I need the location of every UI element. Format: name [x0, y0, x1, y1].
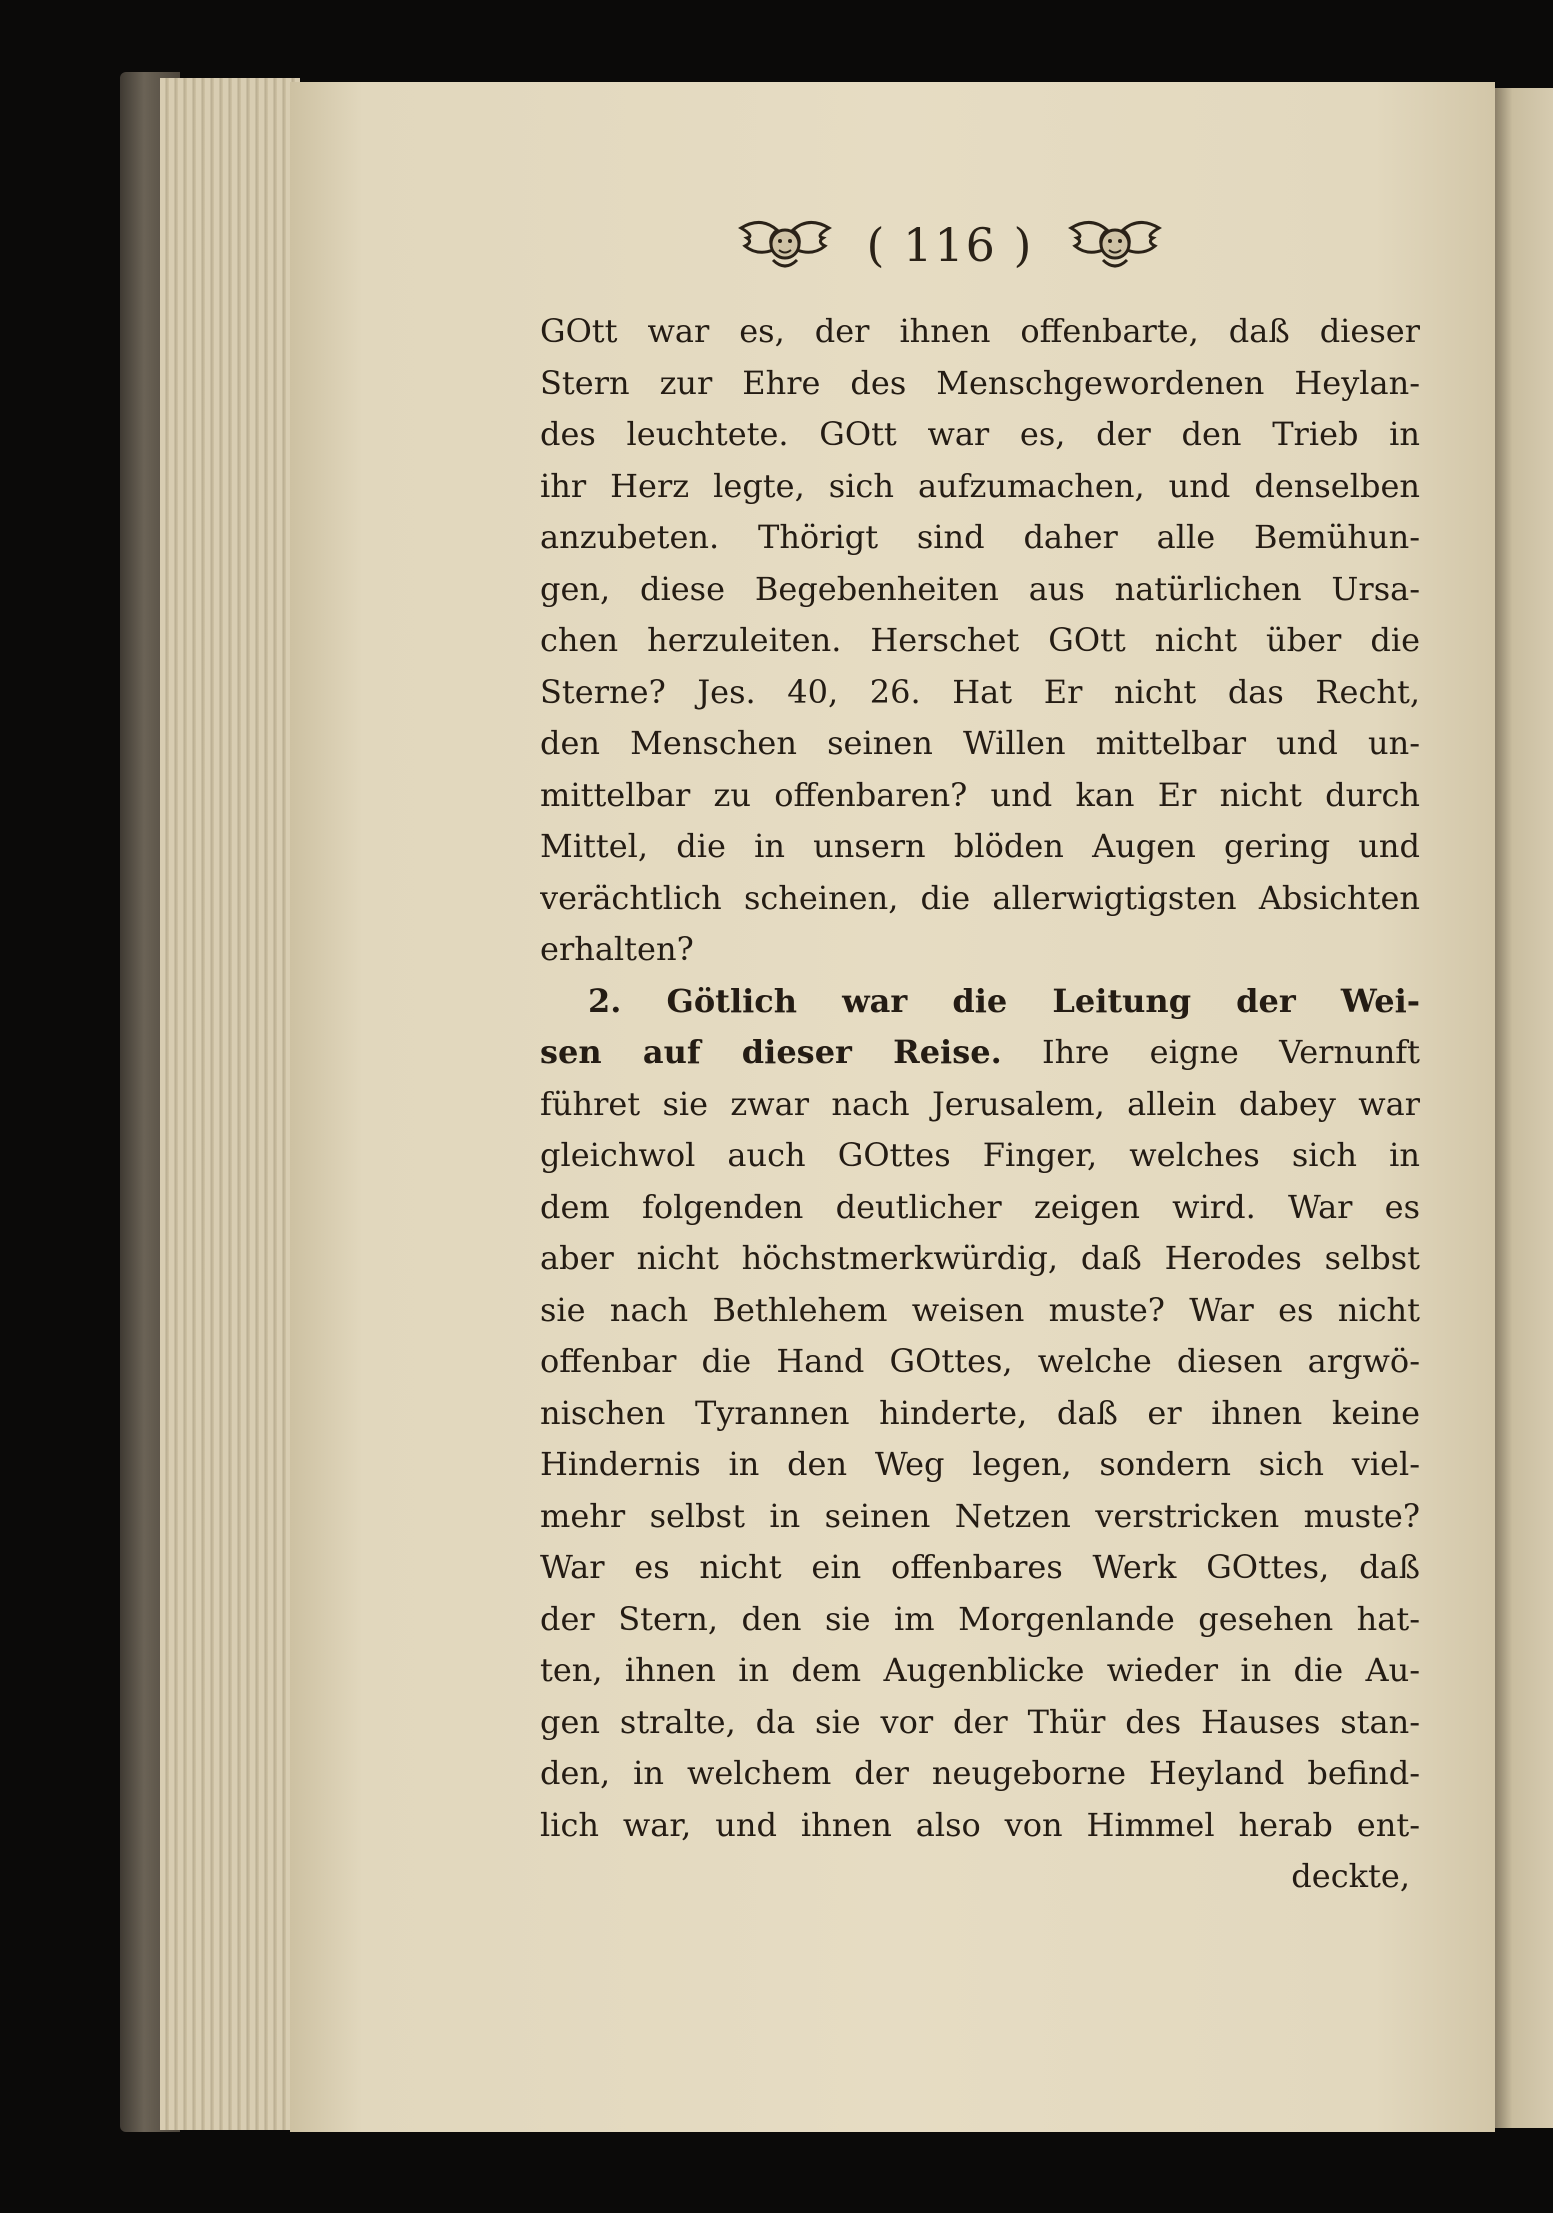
- winged-cherub-head-ornament-left: [737, 216, 833, 274]
- text-line: [540, 873, 1420, 925]
- section-heading: 2. Götlich war die Leitung der Wei-: [588, 981, 1420, 1020]
- line-text: verächtlich scheinen, die allerwigtigsten Absichten: [540, 878, 1420, 917]
- text-line: [540, 512, 1420, 564]
- line-text: ten, ihnen in dem Augenblicke wieder in die Au-: [540, 1651, 1420, 1689]
- line-text: mittelbar zu offenbaren? und kan Er nicht durch: [540, 775, 1420, 814]
- line-text: gleichwol auch GOttes Finger, welches sich in: [540, 1136, 1420, 1174]
- text-line: [540, 615, 1420, 667]
- line-text: führet sie zwar nach Jerusalem, allein dabey war: [540, 1084, 1420, 1123]
- text-line: [540, 1336, 1420, 1388]
- text-line: [540, 1233, 1420, 1285]
- line-text: den, in welchem der neugeborne Heyland befind-: [540, 1754, 1420, 1792]
- text-line: [540, 1285, 1420, 1337]
- line-text: sie nach Bethlehem weisen muste? War es nicht: [540, 1290, 1420, 1329]
- text-line: [540, 306, 1420, 358]
- line-text: anzubeten. Thörigt sind daher alle Bemühun-: [540, 518, 1420, 556]
- catchword-line: [540, 1851, 1420, 1903]
- text-line: [540, 1800, 1420, 1852]
- text-line: [540, 821, 1420, 873]
- text-line: [540, 1748, 1420, 1800]
- line-text: der Stern, den sie im Morgenlande gesehen hat-: [540, 1599, 1420, 1638]
- text-line: [540, 1130, 1420, 1182]
- catchword: deckte,: [1291, 1857, 1410, 1895]
- line-text: offenbar die Hand GOttes, welche diesen argwö-: [540, 1342, 1420, 1380]
- line-text: GOtt war es, der ihnen offenbarte, daß dieser: [540, 312, 1420, 350]
- text-line: [540, 924, 1420, 976]
- facing-page-edge: [1495, 88, 1553, 2128]
- page-number: ( 116 ): [866, 218, 1034, 272]
- text-line: [540, 409, 1420, 461]
- line-text: chen herzuleiten. Herschet GOtt nicht über die: [540, 621, 1420, 659]
- line-text: Hindernis in den Weg legen, sondern sich viel-: [540, 1445, 1420, 1483]
- text-line: [540, 461, 1420, 513]
- text-line: [540, 1645, 1420, 1697]
- winged-cherub-head-ornament-right: [1067, 216, 1163, 274]
- line-text: Sterne? Jes. 40, 26. Hat Er nicht das Recht,: [540, 672, 1420, 711]
- line-text: mehr selbst in seinen Netzen verstricken muste?: [540, 1496, 1420, 1535]
- text-line: [540, 1594, 1420, 1646]
- line-text: gen stralte, da sie vor der Thür des Hauses stan-: [540, 1702, 1420, 1741]
- line-text: aber nicht höchstmerkwürdig, daß Herodes selbst: [540, 1239, 1420, 1277]
- text-line: [540, 1697, 1420, 1749]
- line-text: gen, diese Begebenheiten aus natürlichen Ursa-: [540, 569, 1420, 608]
- text-line: [540, 1079, 1420, 1131]
- line-text: des leuchtete. GOtt war es, der den Trieb in: [540, 415, 1420, 453]
- line-text: ihr Herz legte, sich aufzumachen, und denselben: [540, 466, 1420, 505]
- line-text: Ihre eigne Vernunft: [1041, 1033, 1420, 1071]
- text-line: [540, 1439, 1420, 1491]
- page-stack-edges: [160, 78, 300, 2130]
- text-line: [540, 667, 1420, 719]
- line-text: lich war, und ihnen also von Himmel herab ent-: [540, 1805, 1420, 1844]
- line-text: erhalten?: [540, 930, 694, 968]
- running-header: [700, 210, 1200, 280]
- line-text: nischen Tyrannen hinderte, daß er ihnen keine: [540, 1393, 1420, 1432]
- line-text: Stern zur Ehre des Menschgewordenen Heylan-: [540, 363, 1420, 402]
- line-text: dem folgenden deutlicher zeigen wird. War es: [540, 1187, 1420, 1226]
- text-line: [540, 1542, 1420, 1594]
- text-line: [540, 564, 1420, 616]
- text-line: [540, 1027, 1420, 1079]
- text-line: [540, 358, 1420, 410]
- text-line: [540, 718, 1420, 770]
- text-line: [540, 1182, 1420, 1234]
- text-line: [540, 770, 1420, 822]
- body-text: [540, 306, 1420, 1903]
- line-text: War es nicht ein offenbares Werk GOttes, daß: [540, 1548, 1420, 1586]
- line-text: den Menschen seinen Willen mittelbar und un-: [540, 724, 1420, 762]
- text-line: [540, 1388, 1420, 1440]
- text-line: [540, 1491, 1420, 1543]
- section-heading: sen auf dieser Reise.: [540, 1033, 1002, 1071]
- section-heading-line: [540, 976, 1420, 1028]
- line-text: Mittel, die in unsern blöden Augen gering und: [540, 827, 1420, 865]
